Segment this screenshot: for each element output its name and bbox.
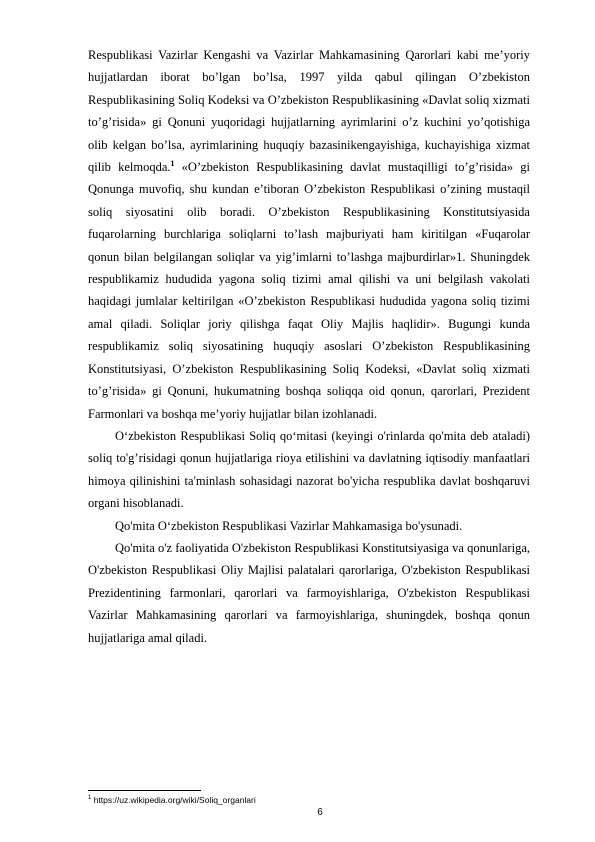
paragraph-1-text-end: «O’zbekiston Respublikasining davlat mustaqilligi to’g’risida» gi Qonunga muvofiq, shu kundan e’tiboran O’zbekiston Respublikasi o’zining mustaqil soliq siyosatini olib boradi. O’zbekiston Respublikasining Konstitutsiyasida fuqarolarning burchlariga soliqlarni to’lash majburiyati ham kiritilgan «Fuqarolar qonun bilan belgilangan soliqlar va yig’imlarni to’lashga majburdirlar»1. Shuningdek respublikamiz hududida yagona soliq tizimi amal qilishi va uni belgilash vakolati haqidagi jumlalar keltirilgan «O’zbekiston Respublikasi hududida yagona soliq tizimi amal qiladi. Soliqlar joriy qilishga faqat Oliy Majlis haqlidir». Bugungi kunda respublikamiz soliq siyosatining huquqiy asoslari O’zbekiston Respublikasining Konstitutsiyasi, O’zbekiston Respublikasining Soliq Kodeksi, «Davlat soliq xizmati to’g’risida» gi Qonuni, hukumatning boshqa soliqqa oid qonun, qarorlari, Prezident Farmonlari va boshqa me’yoriy hujjatlar bilan izohlanadi.	[88, 160, 530, 421]
paragraph-4: Qo'mita o'z faoliyatida O'zbekiston Respublikasi Konstitutsiyasiga va qonunlariga, O'zbekiston Respublikasi Oliy Majlisi palatalari qarorlariga, O'zbekiston Respublikasi Prezidentining farmonlari, qarorlari va farmoyishlariga, O'zbekiston Respublikasi Vazirlar Mahkamasining qarorlari va farmoyishlariga, shuningdek, boshqa qonun hujjatlariga amal qiladi.	[88, 540, 530, 645]
paragraph-2: O‘zbekiston Respublikasi Soliq qo‘mitasi (keyingi o'rinlarda qo'mita deb ataladi) soliq to'g’risidagi qonun hujjatlariga rioya etilishini va davlatning iqtisodiy manfaatlari himoya qilinishini ta'minlash sohasidagi nazorat bo'yicha respublika davlat boshqaruvi organi hisoblanadi.	[88, 428, 530, 511]
footnote	[88, 795, 256, 806]
footnote-reference[interactable]: 1	[170, 158, 175, 168]
document-body	[88, 44, 530, 649]
footnote-separator	[88, 790, 201, 791]
paragraph-1	[88, 44, 530, 425]
footnote-link[interactable]: https://uz.wikipedia.org/wiki/Soliq_organlari	[91, 795, 256, 805]
paragraph-1-text-start: Respublikasi Vazirlar Kengashi va Vazirlar Mahkamasining Qarorlari kabi me’yoriy hujjatlardan iborat bo’lgan bo’lsa, 1997 yilda qabul qilingan O’zbekiston Respublikasining Soliq Kodeksi va O’zbekiston Respublikasining «Davlat soliq xizmati to’g’risida» gi Qonuni yuqoridagi hujjatlarning ayrimlarini o’z kuchini yo’qotishiga olib kelgan bo’lsa, ayrimlarining huquqiy bazasinikengayishiga, kuchayishiga xizmat qilib kelmoqda.	[88, 48, 530, 175]
paragraph-3: Qo'mita O‘zbekiston Respublikasi Vazirlar Mahkamasiga bo'ysunadi.	[115, 518, 463, 533]
page-number: 6	[317, 807, 323, 818]
footnote-mark: 1	[88, 795, 92, 802]
